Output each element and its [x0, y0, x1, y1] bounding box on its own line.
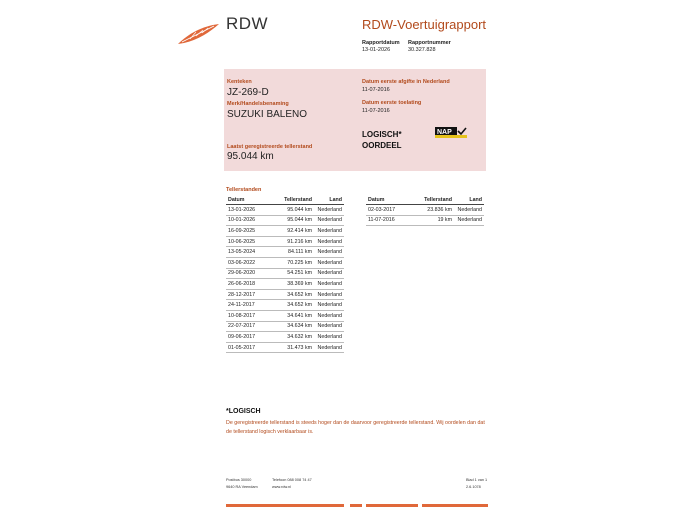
reading-odometer: 34.652 km — [270, 289, 314, 300]
table-row — [226, 236, 344, 247]
reading-date: 16-09-2025 — [226, 226, 270, 237]
reading-date: 28-12-2017 — [226, 289, 270, 300]
footer-stripe-decoration — [226, 502, 488, 508]
footer-city: 9640 RA Veendam — [226, 485, 258, 489]
reading-odometer: 34.634 km — [270, 321, 314, 332]
reading-date: 24-11-2017 — [226, 300, 270, 311]
report-date-label: Rapportdatum — [362, 40, 400, 46]
reading-odometer: 34.641 km — [270, 310, 314, 321]
reading-country: Nederland — [314, 289, 344, 300]
reading-odometer: 31.473 km — [270, 342, 314, 353]
col-country-header: Land — [314, 195, 344, 205]
footer-postbus: Postbus 30000 — [226, 478, 252, 482]
report-number-label: Rapportnummer — [408, 40, 451, 46]
nap-text: NAP — [437, 129, 452, 136]
report-title: RDW-Voertuigrapport — [362, 17, 487, 32]
rdw-leaf-logo-icon — [176, 22, 220, 46]
reading-country: Nederland — [314, 268, 344, 279]
table-row — [226, 268, 344, 279]
verdict-line-1: LOGISCH* — [362, 130, 402, 139]
footer-web: www.rdw.nl — [272, 485, 291, 489]
footer-page: Blad 1 van 1 — [466, 478, 488, 482]
reading-date: 11-07-2016 — [366, 215, 410, 226]
reading-date: 10-06-2025 — [226, 236, 270, 247]
readings-table-left — [226, 195, 344, 353]
make-label: Merk/Handelsbenaming — [227, 101, 289, 107]
table-row — [226, 342, 344, 353]
reading-date: 10-01-2026 — [226, 215, 270, 226]
reading-country: Nederland — [314, 332, 344, 343]
reading-date: 02-03-2017 — [366, 205, 410, 216]
reading-country: Nederland — [314, 321, 344, 332]
verdict-line-2: OORDEEL — [362, 141, 402, 150]
odometer-value: 95.044 km — [227, 151, 274, 162]
reading-country: Nederland — [314, 279, 344, 290]
report-number: 30.327.828 — [408, 47, 436, 53]
reading-country: Nederland — [314, 247, 344, 258]
table-row — [366, 215, 484, 226]
reading-date: 10-08-2017 — [226, 310, 270, 321]
footer-version: 2.6.1078 — [466, 485, 481, 489]
table-row — [226, 279, 344, 290]
plate-label: Kenteken — [227, 79, 252, 85]
col-odometer-header: Tellerstand — [410, 195, 454, 205]
plate-value: JZ-269-D — [227, 87, 269, 98]
table-row — [226, 226, 344, 237]
table-row — [226, 215, 344, 226]
table-row — [226, 300, 344, 311]
first-nl-label: Datum eerste afgifte in Nederland — [362, 79, 450, 85]
reading-country: Nederland — [314, 310, 344, 321]
reading-country: Nederland — [314, 342, 344, 353]
brand-name: RDW — [226, 14, 269, 33]
table-row — [226, 289, 344, 300]
reading-odometer: 95.044 km — [270, 205, 314, 216]
reading-odometer: 19 km — [410, 215, 454, 226]
nap-check-icon — [435, 127, 467, 138]
reading-odometer: 34.632 km — [270, 332, 314, 343]
footnote-text: De geregistreerde tellerstand is steeds hoger dan de daarvoor geregistreerde tellerstand. Wij oordelen dan dat de tellerstand logisch verklaarbaar is. — [226, 420, 485, 435]
reading-odometer: 95.044 km — [270, 215, 314, 226]
make-value: SUZUKI BALENO — [227, 109, 308, 120]
footer-phone: Telefoon 088 008 74 47 — [272, 478, 312, 482]
reading-odometer: 54.251 km — [270, 268, 314, 279]
reading-odometer: 70.225 km — [270, 257, 314, 268]
reading-country: Nederland — [314, 236, 344, 247]
reading-country: Nederland — [314, 205, 344, 216]
reading-date: 29-06-2020 — [226, 268, 270, 279]
reading-odometer: 92.414 km — [270, 226, 314, 237]
table-row — [226, 310, 344, 321]
reading-odometer: 91.216 km — [270, 236, 314, 247]
reading-odometer: 84.111 km — [270, 247, 314, 258]
first-nl-date: 11-07-2016 — [362, 87, 390, 93]
col-date-header: Datum — [226, 195, 270, 205]
reading-country: Nederland — [314, 257, 344, 268]
footnote-title: *LOGISCH — [226, 408, 261, 415]
reading-date: 01-05-2017 — [226, 342, 270, 353]
reading-date: 13-01-2026 — [226, 205, 270, 216]
reading-odometer: 23.836 km — [410, 205, 454, 216]
reading-odometer: 34.652 km — [270, 300, 314, 311]
report-date: 13-01-2026 — [362, 47, 391, 53]
reading-date: 26-06-2018 — [226, 279, 270, 290]
readings-table-right — [366, 195, 484, 226]
reading-country: Nederland — [314, 215, 344, 226]
reading-country: Nederland — [454, 215, 484, 226]
odometer-label: Laatst geregistreerde tellerstand — [227, 144, 313, 150]
reading-odometer: 38.369 km — [270, 279, 314, 290]
col-odometer-header: Tellerstand — [270, 195, 314, 205]
table-row — [226, 257, 344, 268]
table-row — [226, 247, 344, 258]
first-admission-label: Datum eerste toelating — [362, 100, 422, 106]
first-admission-date: 11-07-2016 — [362, 108, 390, 114]
reading-country: Nederland — [314, 300, 344, 311]
col-date-header: Datum — [366, 195, 410, 205]
table-row — [226, 321, 344, 332]
reading-country: Nederland — [454, 205, 484, 216]
col-country-header: Land — [454, 195, 484, 205]
table-row — [226, 332, 344, 343]
readings-title: Tellerstanden — [226, 187, 262, 193]
table-row — [226, 205, 344, 216]
table-row — [366, 205, 484, 216]
reading-date: 22-07-2017 — [226, 321, 270, 332]
reading-date: 09-06-2017 — [226, 332, 270, 343]
reading-date: 13-05-2024 — [226, 247, 270, 258]
reading-country: Nederland — [314, 226, 344, 237]
reading-date: 03-06-2022 — [226, 257, 270, 268]
